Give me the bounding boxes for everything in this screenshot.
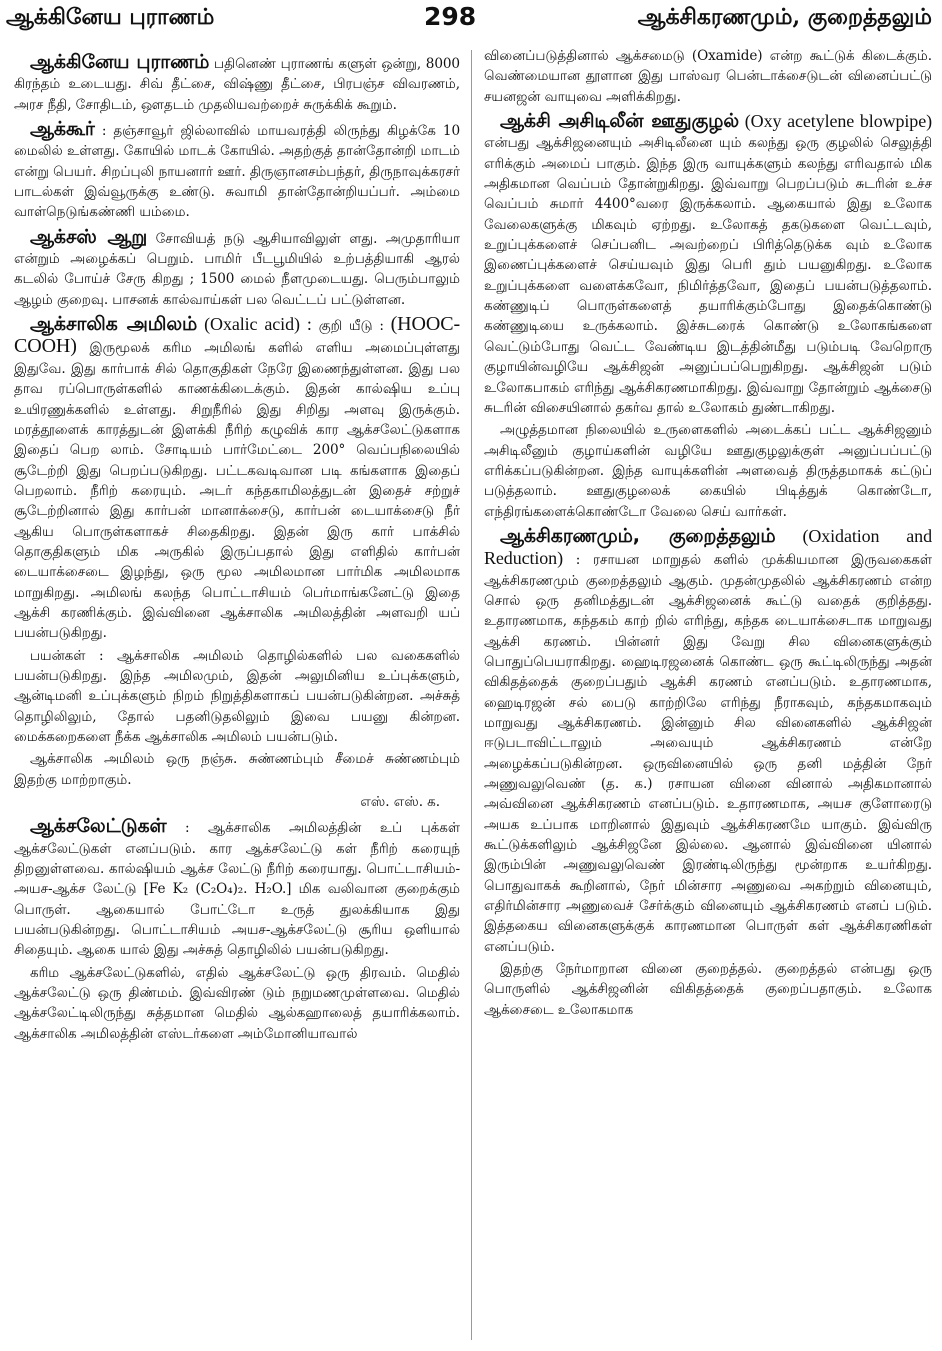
entry-title: ஆக்சாலிக அமிலம் — [30, 313, 198, 336]
left-column — [14, 52, 460, 1046]
entry-oxus-river — [14, 227, 460, 310]
entry-latin-name: (Oxalic acid) : — [197, 314, 319, 335]
reduction-paragraph: இதற்கு நேர்மாறான வினை குறைத்தல். குறைத்தல் என்பது ஒரு பொருளில் ஆக்சிஜனின் விகிதத்தைக் குறைப்பதாகும். உலோக ஆக்சைடை உலோகமாக — [484, 961, 932, 1018]
chemical-formula: (HOOC-COOH) — [14, 313, 461, 358]
entry-body: : ரசாயன மாறுதல் களில் முக்கியமான இருவகைகள் ஆக்சிகரணமும் குறைத்தலும் ஆகும். முதன்முதலில் ஆக்சிகரணம் என்ற சொல் ஒரு தனிமத்துடன் ஆக்சிஜனைக் கூட்டு வதைக் குறித்தது. உதாரணமாக, கந்தகம் காற் றில் எரிந்து, கந்தக டையாக்சைடாக மாறுவது ஆக்சி கரணம். பின்னர் இது வேறு சில வினைகளுக்கும் பொதுப்பெயராகிறது. ஹைடிரஜனைக் கொண்ட ஒரு கூட்டிலிருந்து அதன் விகிதத்தைக் குறைப்பதும் ஆக்சி கரணம் எனப்படும். உதாரணமாக, ஹைடிரஜன் சல் பைடு காற்றிலே எரிந்து நீராகவும், கந்தகமாகவும் மாறுவது ஆக்சிகரணம். இன்னும் சில வினைகளில் ஆக்சிஜன் ஈடுபடாவிட்டாலும் அவையும் ஆக்சிகரணம் என்றே அழைக்கப்படுகின்றன. ஒருவினையில் ஒரு தனி மத்தின் நேர் அணுவலுவெண் (த. க.) ரசாயன வினை வினால் அதிகமானால் அவ்வினை ஆக்சிகரணம் எனப்படும். உதாரணமாக, அயச குளோரைடு அயக உப்பாக மாறினால் இதுவும் ஆக்சிகரணமே யாகும். இவ்விரு கூட்டுக்களிலும் ஆக்சிஜனே இல்லை. ஆனால் இவ்வினை யினால் இரும்பின் அணுவலுவெண் இரண்டிலிருந்து மூன்றாக உயர்கிறது. பொதுவாகக் கூறினால், நேர் மின்சார அணுவை அகற்றும் வினையும், எதிர்மின்சார அணுவைச் சேர்க்கும் வினையும் ஆக்சிகரணம் எனப் படும். இத்தகைய வினைகளுக்குக் காரணமான பொருள் கள் ஆக்சிகரணிகள் எனப்படும். — [484, 552, 932, 955]
oxalic-acid-poison: ஆக்சாலிக அமிலம் ஒரு நஞ்சு. சுண்ணம்பும் சீமைச் சுண்ணம்பும் இதற்கு மாற்றாகும். — [14, 751, 460, 788]
entry-latin-name: (Oxidation and Reduction) — [484, 525, 932, 569]
entry-oxyacetylene-blowpipe — [484, 111, 932, 418]
oxalic-acid-uses: பயன்கள் : ஆக்சாலிக அமிலம் தொழில்களில் பல வகைகளில் பயன்படுகிறது. இந்த அமிலமும், இதன் அலுமினிய உப்புக்களும், ஆன்டிமனி உப்புக்களும் நிறம் நிறுத்திகளாகப் பயன்படுகின்றன. அச்சுத் தொழிலிலும், தோல் பதனிடுதலிலும் இவை பயனு கின்றன. மைக்கறைகளை நீக்க ஆக்சாலிக அமிலம் பயன்படும். — [14, 647, 460, 745]
running-head-right: ஆக்சிகரணமும், குறைத்தலும் — [637, 4, 932, 30]
entry-akkur — [14, 119, 460, 223]
entry-title: ஆக்கினேய புராணம் — [30, 51, 210, 73]
entry-body: சோவியத் நடு ஆசியாவிலுள் ளது. அமுதாரியா என்றும் அழைக்கப் பெறும். பாமிர் பீடபூமியில் உற்பத்தியாகி ஆரல் கடலில் போய்ச் சேரு கிறது ; 1500 மைல் நீளமுடையது. பெரும்பாலும் ஆழம் குறைவு. பாசனக் கால்வாய்கள் பல வெட்டப் பட்டுள்ளன. — [14, 230, 460, 308]
entry-title: ஆக்சஸ் ஆறு — [30, 225, 148, 248]
entry-body: குறி யீடு : — [318, 318, 391, 335]
entry-title: ஆக்சலேட்டுகள் — [30, 815, 167, 838]
entry-agneya-purana — [14, 52, 460, 115]
entry-oxalic-acid — [14, 314, 460, 644]
column-divider — [471, 50, 472, 1340]
page-number: 298 — [424, 2, 477, 31]
entry-title: ஆக்சிகரணமும், குறைத்தலும் — [500, 524, 776, 547]
entry-title: ஆக்சி அசிடிலீன் ஊதுகுழல் — [500, 110, 740, 133]
entry-body: : தஞ்சாவூர் ஜில்லாவில் மாயவரத்தி லிருந்து கிழக்கே 10 மைலில் உள்ளது. கோயில் மாடக் கோயில். அதற்குத் தான்தோன்றி மாடம் என்று பெயர். சிறப்புலி நாயனார் ஊர். திருஞானசம்பந்தர், திருநாவுக்கரசர் பாடல்கள் இவ்வூருக்கு உண்டு. சுவாமி தான்தோன்றியப்பர். அம்மை வாள்நெடுங்கண்ணி யம்மை. — [14, 123, 460, 221]
entry-body: பதினெண் புராணங் களுள் ஒன்று, 8000 கிரந்தம் உடையது. சிவ் தீட்சை, விஷ்ணு தீட்சை, பிரபஞ்ச விவரணம், அரச நீதி, சோதிடம், ஔதடம் முதலியவற்றைச் சுருக்கிக் கூறும். — [14, 56, 460, 113]
entry-oxalates — [14, 816, 460, 960]
entry-latin-name: (Oxy acetylene blowpipe) — [739, 111, 932, 132]
entry-body: இருமூலக் கரிம அமிலங் களில் எளிய அமைப்புள்ளது இதுவே. இது கார்பாக் சில் தொகுதிகள் நேரே இணைந்துள்ளன. இது பல தாவ ரப்பொருள்களில் காணக்கிடைக்கும். இதன் கால்ஷிய உப்பு உயிரணுக்களில் உள்ளது. சிறுநீரில் இது சிறிது அளவு இருக்கும். மரத்தூளைக் காரத்துடன் இளக்கி நீரிற் கழுவிக் கார ஆக்சலேட்டுகளாக இதைப் பெற லாம். சோடியம் பார்மேட்டை 200° வெப்பநிலையில் சூடேற்றி இது பெறப்படுகிறது. பட்டகவடிவான படி கங்களாக இதைப் பெறலாம். நீரிற் கரையும். அடர் கந்தகாமிலத்துடன் இதைச் சற்றுச் சூடேற்றினால் இது கார்பன் மானாக்சைடு, கார்பன் டையாக்சைடு நீர் ஆகிய பொருள்களாகச் சிதைகிறது. இதன் இரு கார் பாக்சில் தொகுதிகளும் மிக அருகில் இருப்பதால் இது எளிதில் கார்பன் டையாக்சைடை இழந்து, ஒரு மூல அமிலமான பார்மிக அமிலமாக மாறுகிறது. அமிலங் கலந்த பொட்டாசியம் பெர்மாங்கனேட்டு இதை ஆக்சி கரணிக்கும். இவ்வினை ஆக்சாலிக அமிலத்தின் அளவறி யப் பயன்படுகிறது. — [14, 340, 460, 642]
blowpipe-paragraph-2: அழுத்தமான நிலையில் உருளைகளில் அடைக்கப் பட்ட ஆக்சிஜனும் அசிடிலீனும் குழாய்களின் வழியே ஊதுகுழலுக்குள் அனுப்பப்பட்டு எரிக்கப்படுகின்றன. இந்த வாயுக்களின் அளவைத் திருத்தமாகக் கட்டுப் படுத்தலாம். ஊதுகுழலைக் கையில் பிடித்துக் கொண்டோ, எந்திரங்களைக்கொண்டோ வேலை செய் வார்கள். — [484, 422, 932, 520]
entry-oxidation-reduction — [484, 526, 932, 957]
oxalates-organic: கரிம ஆக்சலேட்டுகளில், எதில் ஆக்சலேட்டு ஒரு திரவம். மெதில் ஆக்சலேட்டு ஒரு திண்மம். இவ்விரண் டும் நறுமணமுள்ளவை. மெதில் ஆக்சலேட்டிலிருந்து சுத்தமான மெதில் ஆல்கஹாலைத் தயாரிக்கலாம். ஆக்சாலிக அமிலத்தின் எஸ்டர்களை அம்மோனியாவால் — [14, 964, 460, 1042]
entry-title: ஆக்கூர் — [30, 118, 95, 141]
page-header — [0, 0, 942, 42]
right-column — [484, 46, 932, 1022]
entry-body: என்பது ஆக்சிஜனையும் அசிடிலீனை யும் கலந்து ஒரு குழலில் செலுத்தி எரிக்கும் அமைப் பாகும். இந்த இரு வாயுக்களும் கலந்து எரிவதால் மிக அதிகமான வெப்பம் தோன்றுகிறது. இவ்வாறு பெறப்படும் சுடரின் உச்ச வெப்பம் சுமார் 4400°வரை இருக்கலாம். ஆகையால் இது உலோக வேலைகளுக்கு மிகவும் ஏற்றது. உலோகத் தகடுகளை வெட்டவும், உறுப்புக்களைச் செப்பனிட அவற்றைப் பிரித்தெடுக்க வும் உலோக இணைப்புக்களைச் செய்யவும் இது பெரி தும் பயனுகிறது. உலோக உறுப்புக்களை வளைக்கவோ, நிமிர்த்தவோ, இதைப் பயன்படுத்தலாம். கண்ணுடிப் பொருள்களைத் தயாரிக்கும்போது இதைக்கொண்டு கண்ணுடியை உருக்கலாம். இச்சுடரைக் கொண்டு உலோகங்களை வெட்டும்போது வெட்ட வேண்டிய இடத்தின்மீது படும்படி வேறொரு குழாயின்வழியே ஆக்சிஜன் அனுப்பப்பெறுகிறது. ஆக்சிஜன் படும் உலோகபாகம் எரிந்து ஆக்சிகரணமாகிறது. இவ்வாறு தோன்றும் ஆக்சைடு சுடரின் விசையினால் தகர்வ தால் உலோகம் துண்டாகிறது. — [484, 135, 932, 416]
running-head-left: ஆக்கினேய புராணம் — [6, 4, 215, 30]
author-signature: எஸ். எஸ். க. — [360, 794, 440, 811]
entry-body: : ஆக்சாலிக அமிலத்தின் உப் புக்கள் ஆக்சலேட்டுகள் எனப்படும். கார ஆக்சலேட்டு கள் நீரிற் கரையுந் திறனுள்ளவை. கால்ஷியம் ஆக்ச லேட்டு நீரிற் கரையாது. பொட்டாசியம்-அயச-ஆக்ச லேட்டு [Fe K₂ (C₂O₄)₂. H₂O.] மிக வலிவான குறைக்கும் பொருள். ஆகையால் போட்டோ உருத் துலக்கியாக இது பயன்படுகின்றது. பொட்டாசியம் அயச-ஆக்சலேட்டு சூரிய ஒளியால் சிதையும். ஆகை யால் இது அச்சுத் தொழிலில் பயன்படுகிறது. — [14, 820, 460, 959]
oxalates-continued: வினைப்படுத்தினால் ஆக்சமைடு (Oxamide) என்ற கூட்டுக் கிடைக்கும். வெண்மையான தூளான இது பாஸ்வர பென்டாக்சைடுடன் வினைப்பட்டு சயனஜன் வாயுவை அளிக்கிறது. — [484, 48, 932, 105]
